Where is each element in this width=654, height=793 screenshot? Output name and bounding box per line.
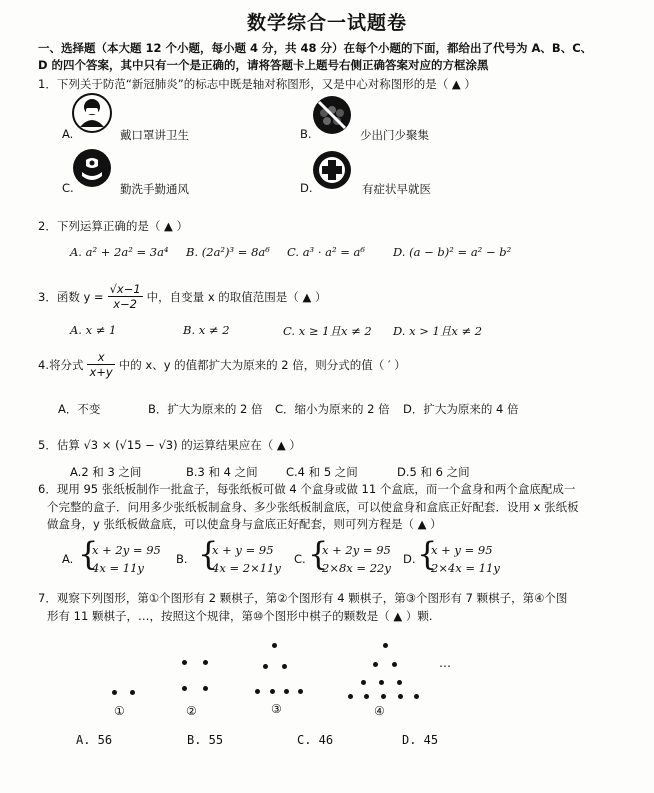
chess-piece: [284, 689, 289, 694]
q2-option-b: B. (2a²)³ = 8a⁶: [186, 245, 270, 259]
medical-cross-icon: [312, 150, 352, 190]
q4-option-c: C．缩小为原来的 2 倍: [275, 402, 390, 416]
chess-piece: [112, 690, 117, 695]
q2-option-a: A. a² + 2a² = 3a⁴: [70, 245, 169, 259]
chess-piece: [364, 694, 369, 699]
question-6-line1: 6．现用 95 张纸板制作一批盒子，每张纸板可做 4 个盒身或做 11 个盒底，而一个盒身和两个盒底配成一: [38, 482, 576, 496]
q4-fraction: [87, 350, 114, 379]
chess-piece: [397, 680, 402, 685]
no-gathering-icon: [312, 95, 352, 135]
q3-option-b: B. x ≠ 2: [183, 323, 230, 337]
mask-icon: [72, 93, 112, 133]
chess-piece: [392, 662, 397, 667]
figure-2-label: ②: [186, 704, 197, 718]
q1-option-b-letter: B.: [300, 127, 312, 141]
chess-piece: [272, 643, 277, 648]
q1-option-a-text: 戴口罩讲卫生: [120, 128, 189, 142]
q2-option-c: C. a³ · a² = a⁶: [287, 245, 366, 259]
q6-option-c-letter: C.: [294, 552, 306, 566]
q6-option-c-system: [322, 541, 391, 577]
chess-piece: [203, 686, 208, 691]
q4-denominator: x+y: [89, 365, 113, 379]
chess-piece: [263, 664, 268, 669]
handwash-icon: [72, 148, 112, 188]
chess-piece: [381, 694, 386, 699]
q6-option-d-letter: D.: [403, 552, 416, 566]
question-7-line2: 形有 11 颗棋子，…，按照这个规律，第⑩个图形中棋子的颗数是（ ▲ ）颗.: [47, 609, 433, 623]
question-4-stem: [38, 350, 406, 379]
page-title: 数学综合一试题卷: [246, 12, 407, 34]
q1-option-d-letter: D.: [300, 181, 313, 195]
q6-option-d-system: [431, 541, 500, 577]
question-5-stem: 5．估算 √3 × (√15 − √3) 的运算结果应在（ ▲ ）: [38, 438, 301, 452]
chess-piece: [361, 680, 366, 685]
chess-piece: [348, 694, 353, 699]
q6-option-c-eq1: x + 2y = 95: [322, 543, 391, 557]
q3-stem-suffix: 中，自变量 x 的取值范围是（ ▲ ）: [146, 289, 327, 304]
q3-denominator: x−2: [113, 297, 137, 311]
q6-option-a-system: [92, 541, 161, 577]
figure-3-label: ③: [271, 702, 282, 716]
q5-option-c: C.4 和 5 之间: [286, 465, 358, 479]
q5-option-d: D.5 和 6 之间: [397, 465, 470, 479]
question-6-line2: 个完整的盒子．问用多少张纸板制盒身、多少张纸板制盒底，可以使盒身和盒底正好配套．设用 x 张纸板: [47, 500, 579, 514]
q3-option-c: C. x ≥ 1且x ≠ 2: [283, 324, 372, 338]
section-header-line1: 一、选择题（本大题 12 个小题，每小题 4 分，共 48 分）在每个小题的下面，都给出了代号为 A、B、C、: [38, 41, 593, 55]
q6-option-a-letter: A.: [62, 552, 74, 566]
section-header-line2: D 的四个答案，其中只有一个是正确的，请将答题卡上题号右侧正确答案对应的方框涂黑: [38, 58, 489, 72]
question-2-stem: 2．下列运算正确的是（ ▲ ）: [38, 219, 188, 233]
chess-piece: [182, 660, 187, 665]
chess-piece: [255, 689, 260, 694]
q4-option-a: A．不变: [58, 402, 101, 416]
chess-piece: [298, 689, 303, 694]
q6-option-b-eq2: 4x = 2×11y: [212, 561, 281, 575]
chess-piece: [203, 660, 208, 665]
q3-numerator: √x−1: [109, 282, 141, 296]
q1-option-a-letter: A.: [62, 127, 74, 141]
chess-piece: [373, 662, 378, 667]
q1-option-c-letter: C.: [62, 181, 74, 195]
q7-option-b: B. 55: [187, 733, 224, 747]
chess-piece: [379, 680, 384, 685]
q7-option-c: C. 46: [297, 733, 334, 747]
chess-piece: [282, 664, 287, 669]
q3-option-d: D. x > 1且x ≠ 2: [393, 324, 483, 338]
figure-1-label: ①: [114, 704, 125, 718]
chess-piece: [130, 690, 135, 695]
chess-piece: [414, 694, 419, 699]
q6-option-d-eq1: x + y = 95: [431, 543, 493, 557]
q4-option-d: D．扩大为原来的 4 倍: [403, 402, 519, 416]
question-6-line3: 做盒身，y 张纸板做盒底，可以使盒身与盒底正好配套，则可列方程是（ ▲ ）: [47, 517, 442, 531]
q6-option-a-eq2: 4x = 11y: [92, 561, 144, 575]
q7-option-a: A. 56: [76, 733, 113, 747]
chess-piece: [398, 694, 403, 699]
q6-option-b-letter: B.: [176, 552, 188, 566]
q6-option-b-brace: {: [198, 535, 219, 573]
chess-piece: [270, 689, 275, 694]
figures-ellipsis: …: [439, 656, 451, 670]
q6-option-c-eq2: 2×8x = 22y: [322, 561, 391, 575]
q2-option-d: D. (a − b)² = a² − b²: [393, 245, 512, 259]
q5-option-a: A.2 和 3 之间: [70, 465, 142, 479]
q5-option-b: B.3 和 4 之间: [186, 465, 258, 479]
q6-option-d-eq2: 2×4x = 11y: [431, 561, 500, 575]
q6-option-b-eq1: x + y = 95: [212, 543, 274, 557]
q3-fraction: [108, 282, 143, 311]
q1-option-c-text: 勤洗手勤通风: [120, 182, 189, 196]
question-3-stem: [38, 282, 326, 311]
q6-option-d-brace: {: [417, 535, 438, 573]
q4-numerator: x: [87, 350, 114, 365]
chess-piece: [182, 686, 187, 691]
q4-stem-prefix: 4.将分式: [38, 357, 84, 372]
chess-piece: [383, 643, 388, 648]
question-1-stem: 1．下列关于防范“新冠肺炎”的标志中既是轴对称图形，又是中心对称图形的是（ ▲ ）: [38, 77, 476, 91]
q6-option-c-brace: {: [308, 535, 329, 573]
q3-option-a: A. x ≠ 1: [70, 323, 117, 337]
q7-option-d: D. 45: [402, 733, 439, 747]
q1-option-d-text: 有症状早就医: [362, 182, 431, 196]
q6-option-b-system: [212, 541, 281, 577]
q6-option-a-brace: {: [78, 535, 99, 573]
figure-4-label: ④: [374, 704, 385, 718]
q4-option-b: B．扩大为原来的 2 倍: [148, 402, 263, 416]
q3-stem-prefix: 3．函数 y =: [38, 289, 104, 304]
q4-stem-suffix: 中的 x、y 的值都扩大为原来的 2 倍，则分式的值（ ′ ）: [118, 357, 406, 372]
q1-option-b-text: 少出门少聚集: [360, 128, 429, 142]
question-7-line1: 7．观察下列图形，第①个图形有 2 颗棋子，第②个图形有 4 颗棋子，第③个图形有 7 颗棋子，第④个图: [38, 591, 568, 605]
q6-option-a-eq1: x + 2y = 95: [92, 543, 161, 557]
